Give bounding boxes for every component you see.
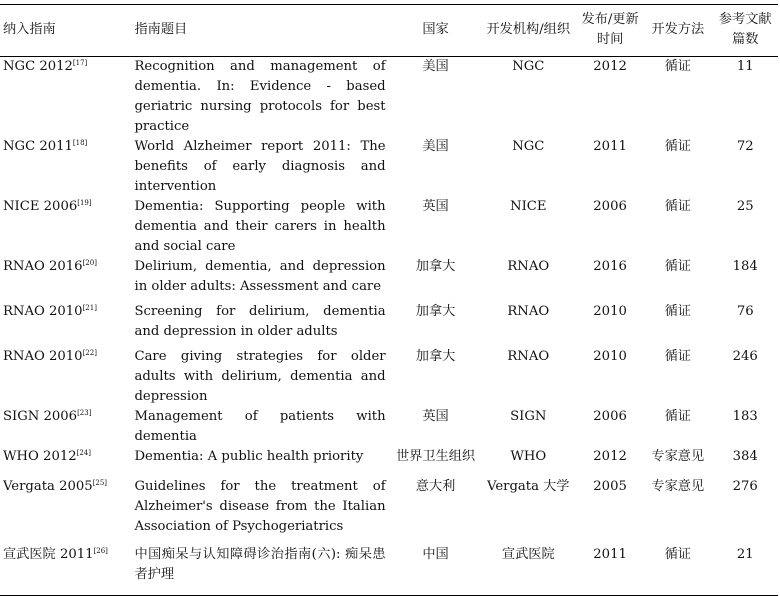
- citation-ref: [25]: [92, 479, 108, 487]
- guideline-title: Recognition and management of dementia. In: Evidence - based geriatric nursing protocols for best practice: [134, 59, 386, 134]
- table-row: [0, 447, 778, 477]
- guideline-label: 宣武医院 2011: [3, 547, 94, 562]
- table-header: [0, 5, 778, 57]
- reference-count: 21: [712, 545, 778, 595]
- guideline-title: Dementia: A public health priority: [134, 449, 364, 464]
- guideline-name: [0, 447, 118, 477]
- organization: RNAO: [507, 304, 550, 319]
- table-row: [0, 545, 778, 595]
- guideline-label: Vergata 2005: [3, 479, 93, 494]
- method: 循证: [664, 304, 691, 319]
- country: 世界卫生组织: [395, 449, 476, 464]
- year: 2010: [593, 304, 627, 319]
- organization: 宣武医院: [480, 545, 578, 595]
- table-row: [0, 477, 778, 545]
- table-row: [0, 137, 778, 197]
- citation-ref: [17]: [72, 59, 88, 67]
- organization: NGC: [512, 139, 545, 154]
- citation-ref: [21]: [82, 304, 97, 312]
- guideline-name: [0, 257, 118, 302]
- guideline-title: Dementia: Supporting people with dementia and their carers in health and social care: [134, 199, 386, 254]
- citation-ref: [24]: [76, 449, 91, 457]
- table-row: [0, 347, 778, 407]
- method: 循证: [643, 545, 712, 595]
- header-method: 开发方法: [643, 5, 712, 57]
- guideline-label: NICE 2006: [3, 199, 78, 214]
- country: 意大利: [415, 479, 456, 494]
- guideline-label: SIGN 2006: [3, 409, 78, 424]
- guideline-title: Delirium, dementia, and depression in older adults: Assessment and care: [134, 259, 386, 294]
- table-row: [0, 257, 778, 302]
- organization: NGC: [512, 59, 545, 74]
- guideline-name: [0, 137, 118, 197]
- guideline-label: RNAO 2016: [3, 259, 83, 274]
- header-title: 指南题目: [118, 5, 391, 57]
- method: 循证: [664, 139, 691, 154]
- guideline-name: [0, 545, 118, 595]
- year: 2011: [593, 139, 627, 154]
- guideline-title: 中国痴呆与认知障碍诊治指南(六): 痴呆患者护理: [118, 545, 391, 595]
- header-year: 发布/更新时间: [577, 5, 643, 57]
- year: 2012: [593, 449, 627, 464]
- reference-count: 246: [732, 349, 758, 364]
- guideline-label: RNAO 2010: [3, 304, 83, 319]
- method: 循证: [664, 199, 691, 214]
- organization: RNAO: [507, 349, 550, 364]
- method: 循证: [664, 59, 691, 74]
- guideline-title: Screening for delirium, dementia and depression in older adults: [134, 304, 386, 339]
- country: 英国: [422, 409, 449, 424]
- header-guideline: 纳入指南: [0, 5, 118, 57]
- guideline-label: RNAO 2010: [3, 349, 83, 364]
- header-row: [0, 5, 778, 57]
- citation-ref: [23]: [77, 409, 92, 417]
- citation-ref: [26]: [93, 547, 108, 555]
- header-country: 国家: [392, 5, 480, 57]
- reference-count: 183: [732, 409, 758, 424]
- organization: RNAO: [507, 259, 550, 274]
- guideline-name: [0, 57, 118, 138]
- table-row: [0, 57, 778, 138]
- table-row: [0, 407, 778, 447]
- year: 2011: [577, 545, 643, 595]
- guideline-label: NGC 2012: [3, 59, 73, 74]
- reference-count: 184: [732, 259, 758, 274]
- guideline-name: [0, 197, 118, 257]
- country: 美国: [422, 139, 449, 154]
- citation-ref: [18]: [72, 139, 88, 147]
- method: 专家意见: [651, 479, 705, 494]
- reference-count: 76: [736, 304, 754, 319]
- reference-count: 25: [736, 199, 754, 214]
- header-organization: 开发机构/组织: [480, 5, 578, 57]
- organization: NICE: [510, 199, 547, 214]
- organization: WHO: [510, 449, 547, 464]
- country: 加拿大: [415, 259, 456, 274]
- guideline-title: Care giving strategies for older adults with delirium, dementia and depression: [134, 349, 386, 404]
- guideline-label: WHO 2012: [3, 449, 77, 464]
- guideline-title: Guidelines for the treatment of Alzheimer's disease from the Italian Association of Psychogeriatrics: [134, 479, 386, 534]
- reference-count: 384: [732, 449, 758, 464]
- organization: SIGN: [510, 409, 547, 424]
- guideline-name: [0, 477, 118, 545]
- citation-ref: [22]: [82, 349, 97, 357]
- reference-count: 72: [736, 139, 754, 154]
- guideline-label: NGC 2011: [3, 139, 73, 154]
- guideline-name: [0, 347, 118, 407]
- country: 加拿大: [415, 349, 456, 364]
- guideline-name: [0, 407, 118, 447]
- citation-ref: [20]: [82, 259, 97, 267]
- method: 循证: [664, 409, 691, 424]
- guideline-title: World Alzheimer report 2011: The benefits of early diagnosis and intervention: [134, 139, 386, 194]
- table-row: [0, 302, 778, 347]
- guidelines-table: [0, 4, 778, 596]
- header-references: 参考文献篇数: [712, 5, 778, 57]
- method: 循证: [664, 349, 691, 364]
- guideline-title: Management of patients with dementia: [134, 409, 386, 444]
- table-body: [0, 57, 778, 596]
- country: 英国: [422, 199, 449, 214]
- organization: Vergata 大学: [487, 479, 570, 494]
- year: 2012: [593, 59, 627, 74]
- country: 中国: [392, 545, 480, 595]
- reference-count: 11: [736, 59, 754, 74]
- reference-count: 276: [732, 479, 758, 494]
- year: 2010: [593, 349, 627, 364]
- country: 美国: [422, 59, 449, 74]
- citation-ref: [19]: [77, 199, 92, 207]
- method: 专家意见: [651, 449, 705, 464]
- guideline-name: [0, 302, 118, 347]
- year: 2006: [593, 409, 627, 424]
- year: 2006: [593, 199, 627, 214]
- year: 2005: [593, 479, 627, 494]
- country: 加拿大: [415, 304, 456, 319]
- table-row: [0, 197, 778, 257]
- year: 2016: [593, 259, 627, 274]
- method: 循证: [664, 259, 691, 274]
